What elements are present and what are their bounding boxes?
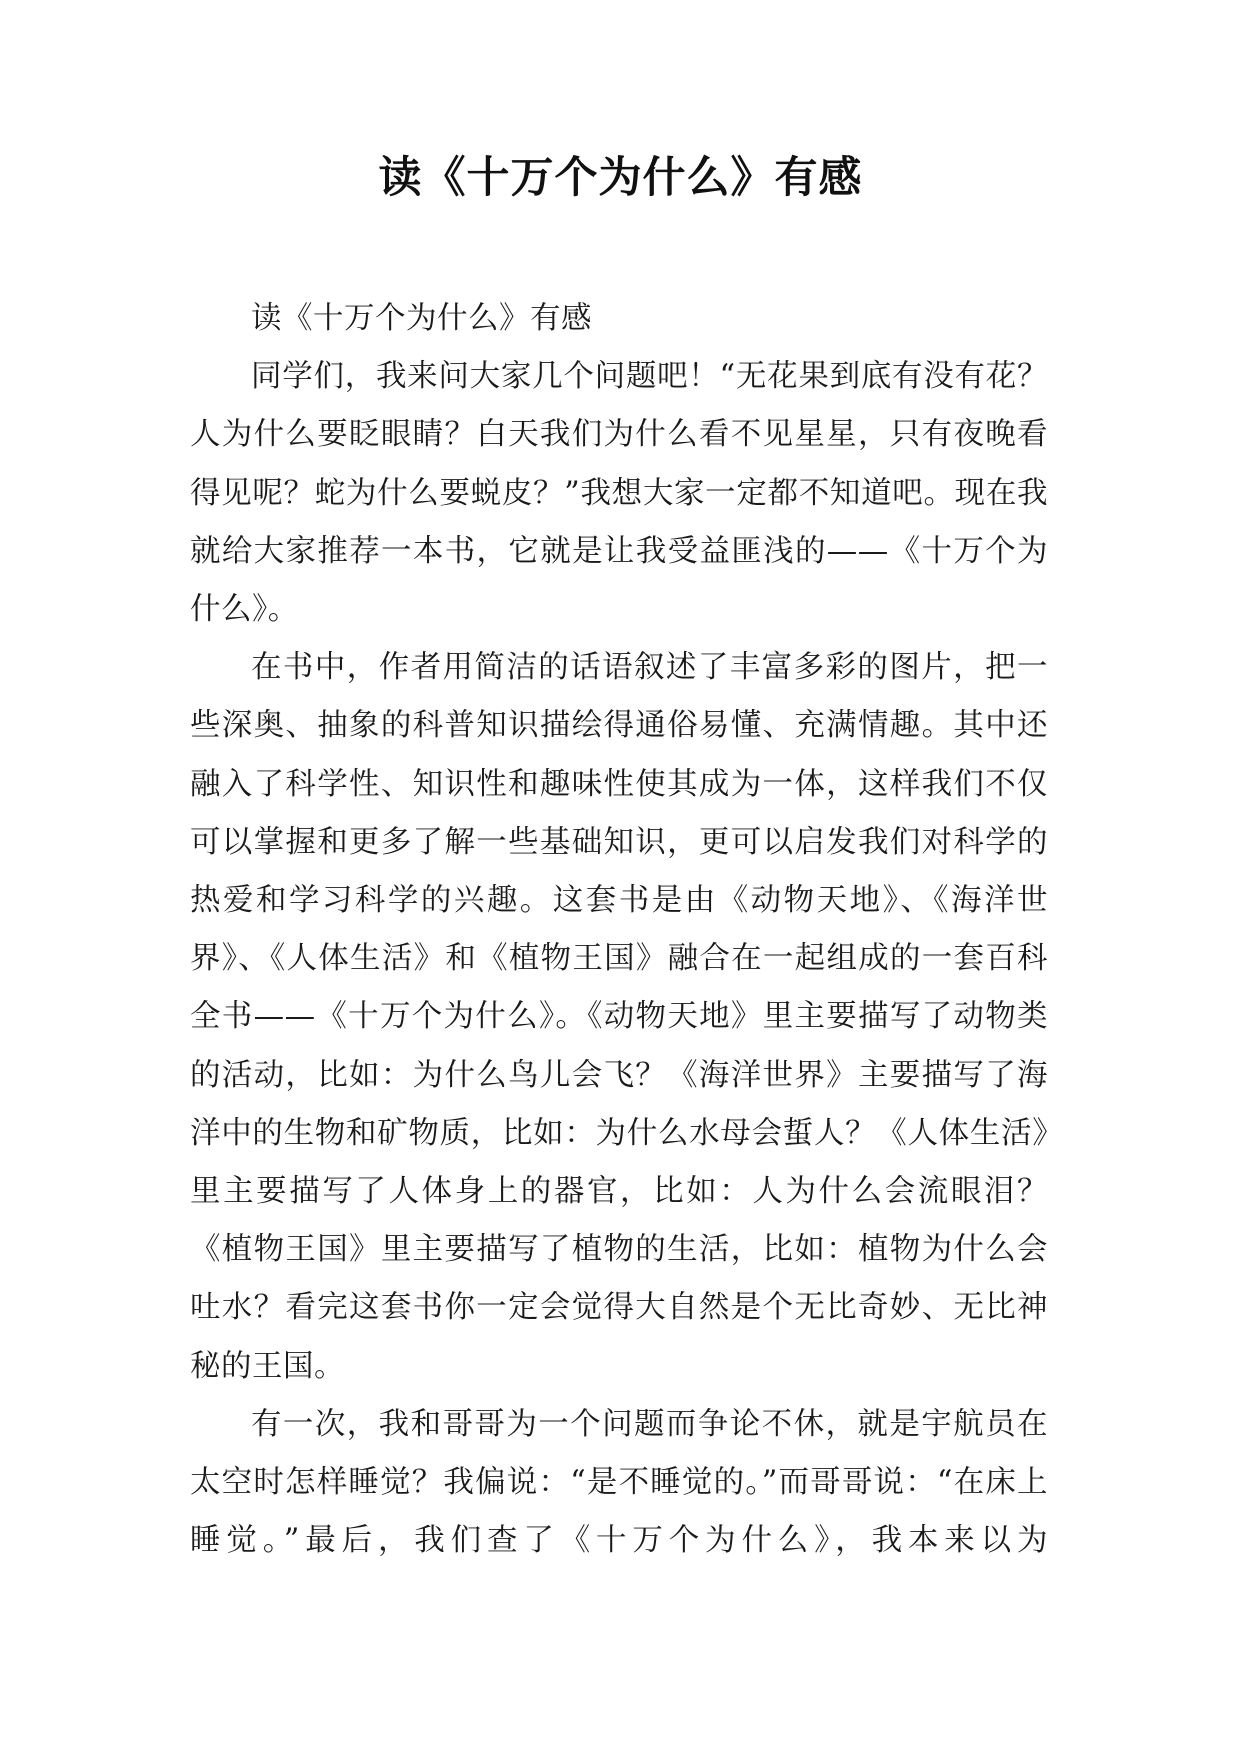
paragraph-subtitle: 读《十万个为什么》有感 (251, 301, 592, 336)
paragraph: 在书中，作者用简洁的话语叙述了丰富多彩的图片，把一些深奥、抽象的科普知识描绘得通俗易懂、充满情趣。其中还融入了科学性、知识性和趣味性使其成为一体，这样我们不仅可以掌握和更多了解一些基础知识，更可以启发我们对科学的热爱和学习科学的兴趣。这套书是由《动物天地》、《海洋世界》、《人体生活》和《植物王国》融合在一起组成的一套百科全书——《十万个为什么》。《动物天地》里主要描写了动物类的活动，比如：为什么鸟儿会飞？《海洋世界》主要描写了海洋中的生物和矿物质，比如：为什么水母会蜇人？《人体生活》里主要描写了人体身上的器官，比如：人为什么会流眼泪？《植物王国》里主要描写了植物的生活，比如：植物为什么会吐水？看完这套书你一定会觉得大自然是个无比奇妙、无比神秘的王国。 (190, 650, 1048, 1384)
document-body (190, 290, 1048, 1570)
document-title: 读《十万个为什么》有感 (378, 153, 863, 203)
paragraph: 有一次，我和哥哥为一个问题而争论不休，就是宇航员在太空时怎样睡觉？我偏说：“是不睡觉的。”而哥哥说：“在床上睡觉。”最后，我们查了《十万个为什么》，我本来以为 (190, 1406, 1048, 1559)
paragraph: 同学们，我来问大家几个问题吧！“无花果到底有没有花？人为什么要眨眼睛？白天我们为什么看不见星星，只有夜晚看得见呢？蛇为什么要蜕皮？”我想大家一定都不知道吧。现在我就给大家推荐一本书，它就是让我受益匪浅的——《十万个为什么》。 (190, 359, 1048, 628)
